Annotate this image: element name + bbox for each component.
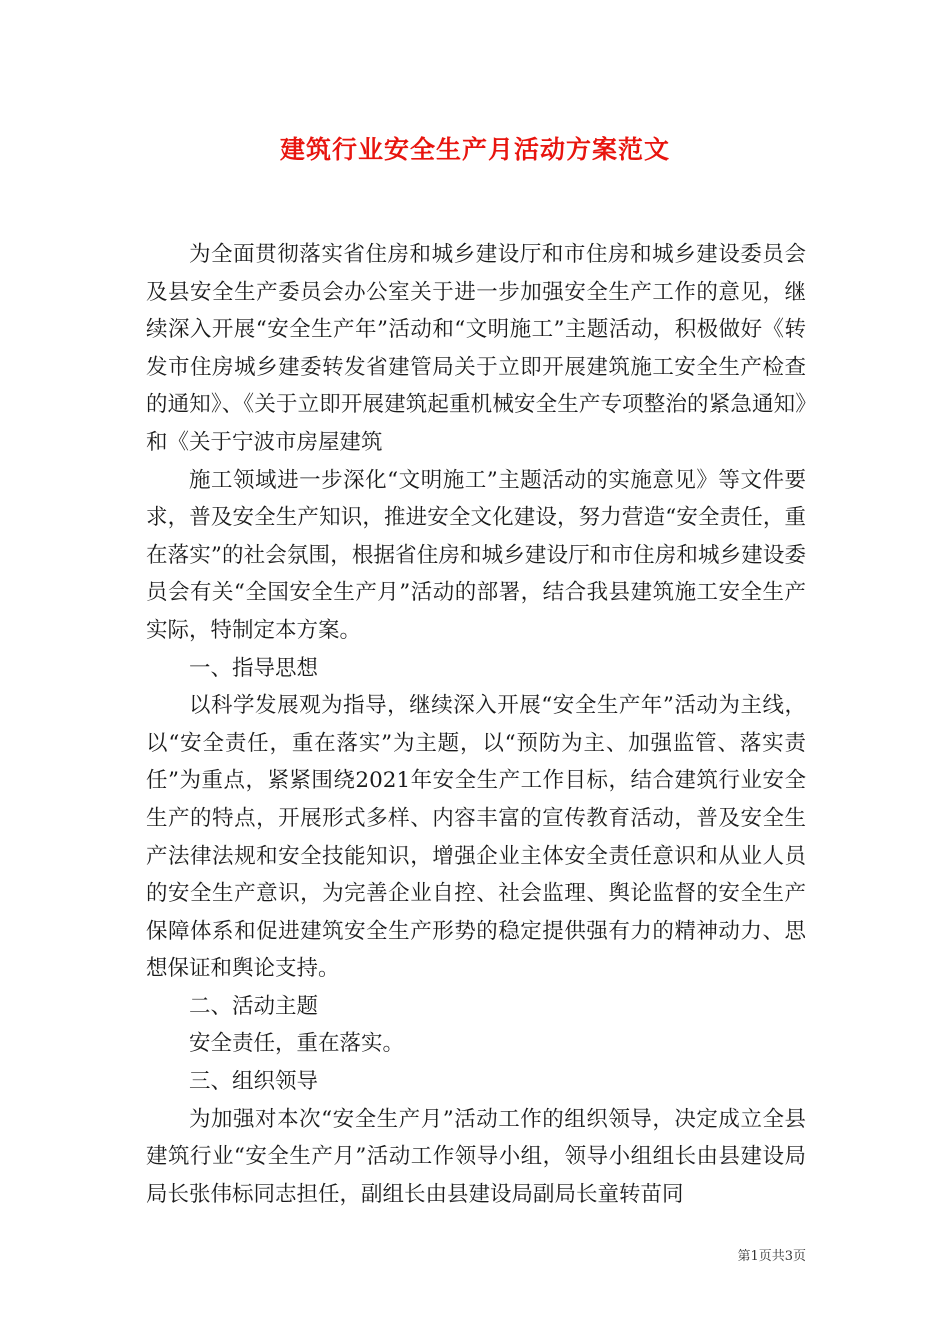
document-title: 建筑行业安全生产月活动方案范文	[279, 135, 670, 164]
paragraph-intro-1: 为全面贯彻落实省住房和城乡建设厅和市住房和城乡建设委员会及县安全生产委员会办公室关于进一步加强安全生产工作的意见，继续深入开展“安全生产年”活动和“文明施工”主题活动，积极做好《转发市住房城乡建委转发省建管局关于立即开展建筑施工安全生产检查的通知》、《关于立即开展建筑起重机械安全生产专项整治的紧急通知》和《关于宁波市房屋建筑	[146, 242, 806, 455]
section-heading-activity-theme: 二、活动主题	[189, 993, 319, 1019]
paragraph-guiding-ideology: 以科学发展观为指导，继续深入开展“安全生产年”活动为主线，以“安全责任，重在落实”为主题，以“预防为主、加强监管、落实责任”为重点，紧紧围绕2021年安全生产工作目标，结合建筑行业安全生产的特点，开展形式多样、内容丰富的宣传教育活动，普及安全生产法律法规和安全技能知识，增强企业主体安全责任意识和从业人员的安全生产意识，为完善企业自控、社会监理、舆论监督的安全生产保障体系和促进建筑安全生产形势的稳定提供强有力的精神动力、思想保证和舆论支持。	[146, 693, 806, 982]
paragraph-organization: 为加强对本次“安全生产月”活动工作的组织领导，决定成立全县建筑行业“安全生产月”活动工作领导小组，领导小组组长由县建设局局长张伟标同志担任，副组长由县建设局副局长童转苗同	[146, 1106, 806, 1207]
document-body	[146, 236, 806, 1213]
paragraph-intro-2: 施工领域进一步深化“文明施工”主题活动的实施意见》等文件要求，普及安全生产知识，推进安全文化建设，努力营造“安全责任，重在落实”的社会氛围，根据省住房和城乡建设厅和市住房和城乡建设委员会有关“全国安全生产月”活动的部署，结合我县建筑施工安全生产实际，特制定本方案。	[146, 467, 806, 643]
paragraph-activity-theme: 安全责任，重在落实。	[189, 1031, 405, 1057]
section-heading-guiding-ideology: 一、指导思想	[189, 655, 319, 681]
page-indicator: 第1页共3页	[737, 1249, 806, 1264]
section-heading-organization: 三、组织领导	[189, 1069, 319, 1095]
